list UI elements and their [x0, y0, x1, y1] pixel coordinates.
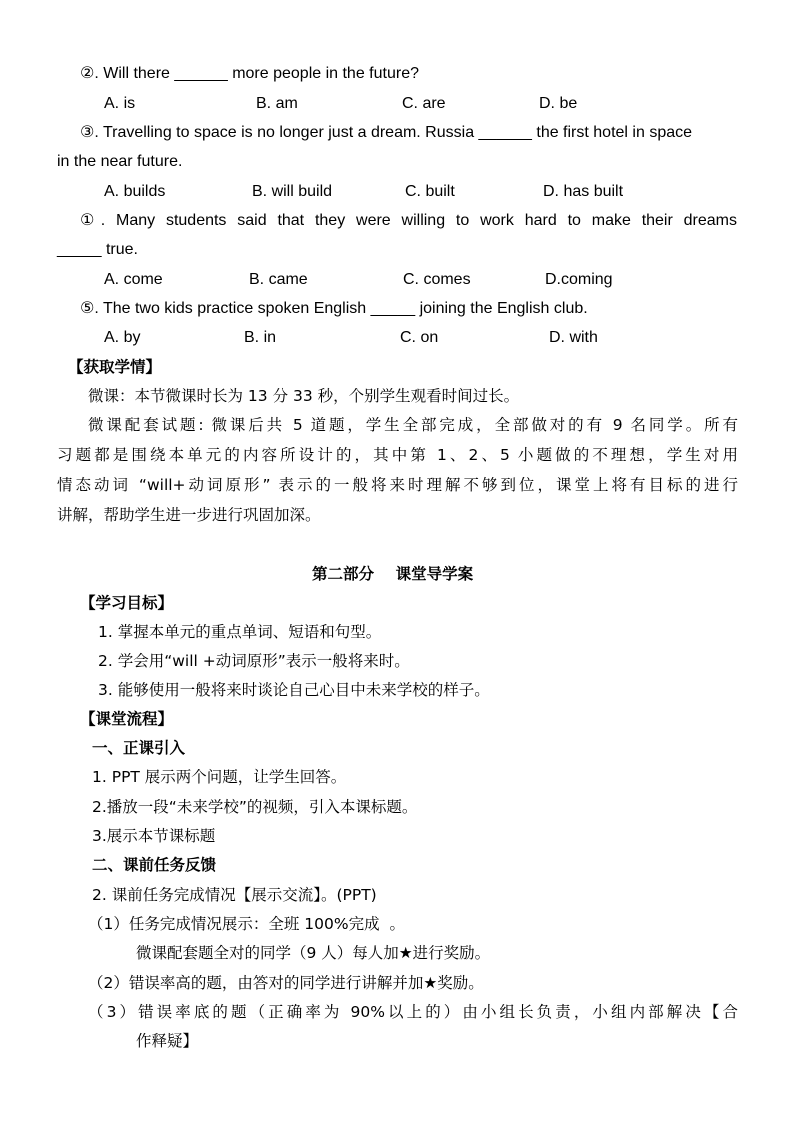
section-2-sub-1: （1）任务完成情况展示：全班 100%完成 。 [88, 915, 405, 933]
section-1-item-3: 3.展示本节课标题 [92, 827, 216, 845]
question-3-stem-line1: ③. Travelling to space is no longer just a dream. Russia ______ the first hotel in space [80, 124, 693, 141]
learning-situation-p2-line2: 习题都是围绕本单元的内容所设计的，其中第 1、2、5 小题做的不理想，学生对用 [57, 446, 738, 464]
question-3-option-c: C. built [405, 183, 455, 200]
question-5-stem: ⑤. The two kids practice spoken English _____ joining the English club. [80, 300, 588, 317]
question-5-option-d: D. with [549, 329, 598, 346]
section-1-item-2: 2.播放一段“未来学校”的视频，引入本课标题。 [92, 798, 418, 816]
question-3-option-a: A. builds [104, 183, 166, 200]
question-1-stem-line1: ①. Many students said that they were willing to work hard to make their dreams [80, 212, 737, 229]
question-5-option-c: C. on [400, 329, 439, 346]
section-2-sub-3-line1: （3）错误率底的题（正确率为 90%以上的）由小组长负责，小组内部解决【合 [88, 1003, 738, 1021]
question-5-option-a: A. by [104, 329, 141, 346]
section-2-sub-2: （2）错误率高的题，由答对的同学进行讲解并加★奖励。 [88, 974, 484, 992]
learning-situation-heading: 【获取学情】 [68, 358, 162, 376]
learning-goal-3: 3. 能够使用一般将来时谈论自己心目中未来学校的样子。 [98, 681, 490, 699]
learning-goals-heading: 【学习目标】 [80, 594, 174, 612]
section-2-sub-3-line2: 作释疑】 [136, 1032, 199, 1050]
question-1-option-a: A. come [104, 271, 163, 288]
question-2-option-a: A. is [104, 95, 136, 112]
section-2-item: 2. 课前任务完成情况【展示交流】。(PPT) [92, 886, 377, 904]
question-2-option-b: B. am [256, 95, 298, 112]
learning-situation-p2-line4: 讲解，帮助学生进一步进行巩固加深。 [57, 506, 321, 524]
learning-goal-2: 2. 学会用“will +动词原形”表示一般将来时。 [98, 652, 410, 670]
question-1-option-b: B. came [249, 271, 308, 288]
question-1-option-c: C. comes [403, 271, 471, 288]
question-2-stem: ②. Will there ______ more people in the future? [80, 65, 419, 82]
question-2-option-c: C. are [402, 95, 446, 112]
section-2-heading: 二、课前任务反馈 [92, 856, 217, 874]
question-2-option-d: D. be [539, 95, 578, 112]
question-3-stem-line2: in the near future. [57, 153, 183, 170]
class-flow-heading: 【课堂流程】 [80, 710, 174, 728]
part-two-title: 第二部分 课堂导学案 [312, 565, 474, 583]
question-3-option-d: D. has built [543, 183, 624, 200]
section-1-item-1: 1. PPT 展示两个问题，让学生回答。 [92, 768, 347, 786]
section-1-heading: 一、正课引入 [92, 739, 186, 757]
question-3-option-b: B. will build [252, 183, 333, 200]
learning-situation-p1: 微课：本节微课时长为 13 分 33 秒，个别学生观看时间过长。 [88, 387, 520, 405]
question-1-stem-line2: _____ true. [57, 241, 138, 258]
section-2-sub-1-cont: 微课配套题全对的同学（9 人）每人加★进行奖励。 [136, 944, 491, 962]
question-5-option-b: B. in [244, 329, 277, 346]
learning-situation-p2-line1: 微课配套试题: 微课后共 5 道题，学生全部完成，全部做对的有 9 名同学。所有 [88, 416, 738, 434]
learning-goal-1: 1. 掌握本单元的重点单词、短语和句型。 [98, 623, 382, 641]
question-1-option-d: D.coming [545, 271, 613, 288]
learning-situation-p2-line3: 情态动词 “will+动词原形” 表示的一般将来时理解不够到位，课堂上将有目标的进行 [57, 476, 738, 494]
